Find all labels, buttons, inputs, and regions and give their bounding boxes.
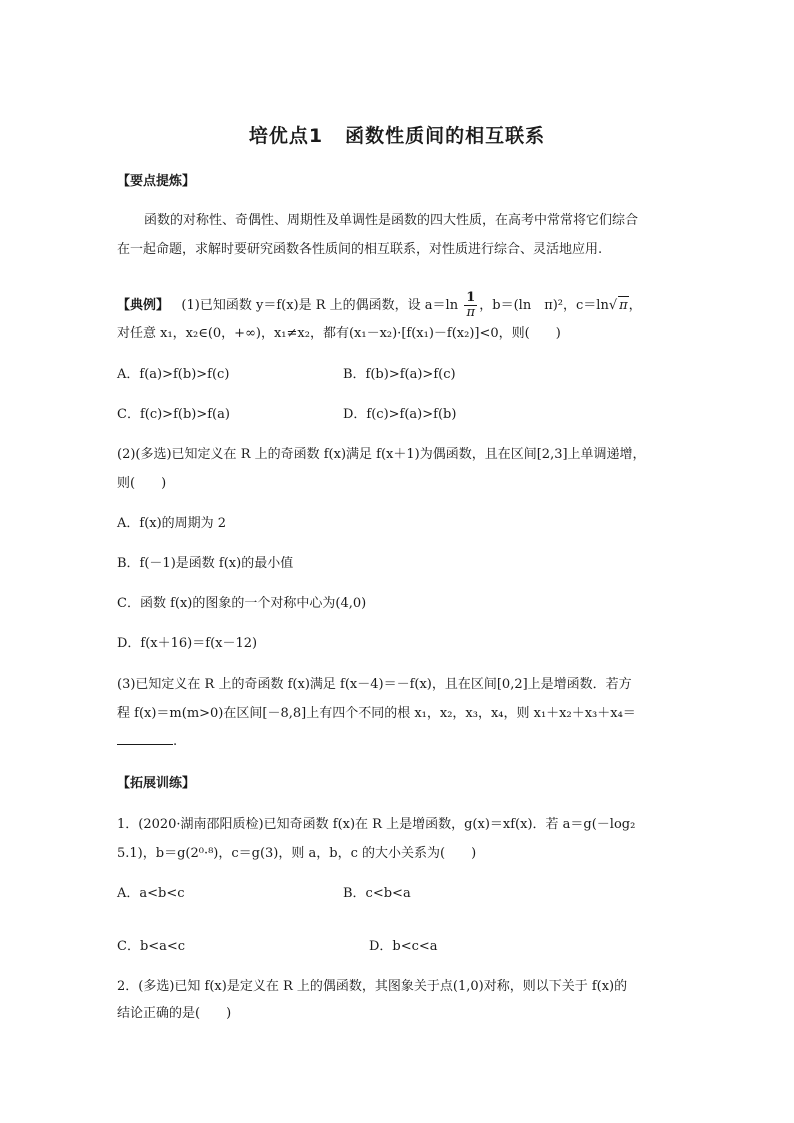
- p1-option-d: D．b<c<a: [369, 939, 438, 954]
- q1-option-a: A．f(a)>f(b)>f(c): [117, 367, 230, 382]
- example-q3-line-1: (3)已知定义在 R 上的奇函数 f(x)满足 f(x－4)＝－f(x)，且在区间[0,2]上是增函数．若方: [117, 677, 632, 692]
- q2-option-b: B．f(－1)是函数 f(x)的最小值: [117, 556, 294, 571]
- q1-option-d: D．f(c)>f(a)>f(b): [343, 407, 457, 422]
- q2-option-a: A．f(x)的周期为 2: [117, 516, 227, 531]
- title-sub: 函数性质间的相互联系: [345, 125, 546, 147]
- sqrt-radicand: π: [619, 298, 628, 313]
- q1-text-b: ，b＝(ln π)²，c＝ln: [479, 298, 609, 313]
- page-title: [0, 121, 794, 148]
- q2-option-d: D．f(x＋16)＝f(x－12): [117, 636, 258, 651]
- q1-option-c: C．f(c)>f(b)>f(a): [117, 407, 230, 422]
- q1-text-a: (1)已知函数 y＝f(x)是 R 上的偶函数，设 a＝ln: [181, 298, 459, 313]
- example-q1-line-1: [117, 291, 642, 320]
- p2-line-2: 结论正确的是( ): [117, 1006, 232, 1021]
- p1-line-1: 1．(2020·湖南邵阳质检)已知奇函数 f(x)在 R 上是增函数，g(x)＝xf(x)．若 a＝g(－log₂: [117, 817, 636, 832]
- summary-line-1: 函数的对称性、奇偶性、周期性及单调性是函数的四大性质，在高考中常常将它们综合: [144, 213, 639, 228]
- summary-line-2: 在一起命题，求解时要研究函数各性质间的相互联系，对性质进行综合、灵活地应用.: [117, 242, 603, 257]
- example-q2-line-2: 则( ): [117, 476, 167, 491]
- example-q1-line-2: 对任意 x₁，x₂∈(0，+∞)，x₁≠x₂，都有(x₁－x₂)·[f(x₁)－f(x₂)]<0，则( ): [117, 326, 561, 341]
- example-heading: 【典例】: [117, 298, 170, 313]
- sqrt-symbol: √: [608, 298, 618, 313]
- fraction-numerator: 1: [466, 290, 476, 305]
- q2-option-c: C．函数 f(x)的图象的一个对称中心为(4,0): [117, 596, 367, 611]
- p1-option-c: C．b<a<c: [117, 939, 186, 954]
- title-main: 培优点1: [248, 125, 324, 147]
- p1-line-2: 5.1)，b＝g(2⁰·⁸)，c＝g(3)，则 a，b，c 的大小关系为( ): [117, 846, 477, 861]
- training-heading: 【拓展训练】: [117, 776, 196, 791]
- example-q3-line-3: [117, 732, 177, 751]
- q1-text-c: ，: [628, 298, 642, 313]
- q1-option-b: B．f(b)>f(a)>f(c): [343, 367, 456, 382]
- fraction-one-over-pi: [464, 291, 477, 320]
- fraction-denominator: π: [466, 305, 476, 320]
- q3-period: .: [173, 734, 178, 749]
- answer-blank: [117, 732, 173, 745]
- example-q3-line-2: 程 f(x)＝m(m>0)在区间[－8,8]上有四个不同的根 x₁，x₂，x₃，x₄，则 x₁＋x₂＋x₃＋x₄＝: [117, 706, 636, 721]
- p1-option-b: B．c<b<a: [343, 886, 411, 901]
- example-q2-line-1: (2)(多选)已知定义在 R 上的奇函数 f(x)满足 f(x＋1)为偶函数，且在区间[2,3]上单调递增，: [117, 447, 646, 462]
- p2-line-1: 2．(多选)已知 f(x)是定义在 R 上的偶函数，其图象关于点(1,0)对称，则以下关于 f(x)的: [117, 979, 628, 994]
- p1-option-a: A．a<b<c: [117, 886, 185, 901]
- summary-heading: 【要点提炼】: [117, 174, 196, 189]
